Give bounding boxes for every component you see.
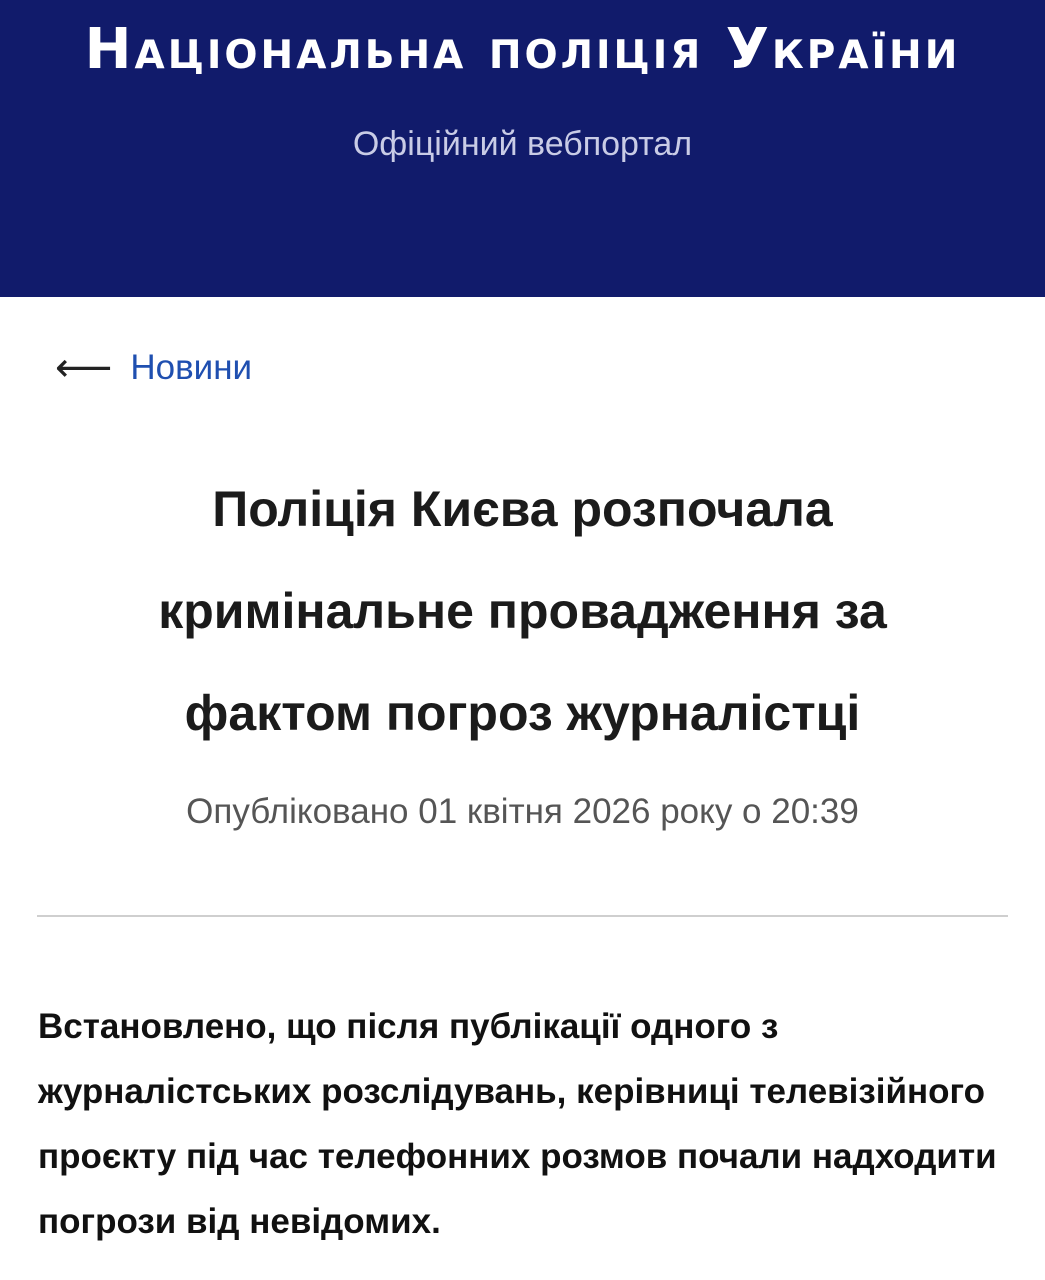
publication-date: Опубліковано 01 квітня 2026 року о 20:39 — [186, 792, 859, 831]
divider — [37, 915, 1008, 917]
arrow-left-icon: ⟵ — [55, 345, 113, 391]
site-title[interactable]: Національна поліція України — [84, 17, 961, 82]
back-link-label: Новини — [130, 348, 253, 387]
article-title: Поліція Києва розпочала кримінальне провадження за фактом погроз журналістці — [158, 481, 887, 741]
site-subtitle: Офіційний вебпортал — [352, 125, 693, 163]
site-header — [0, 0, 1045, 297]
back-to-news-link[interactable] — [55, 346, 252, 390]
article-lead-paragraph: Встановлено, що після публікації одного з журналістських розслідувань, керівниці телевізійного проєкту під час телефонних розмов почали надходити погрози від невідомих. — [38, 1007, 997, 1241]
